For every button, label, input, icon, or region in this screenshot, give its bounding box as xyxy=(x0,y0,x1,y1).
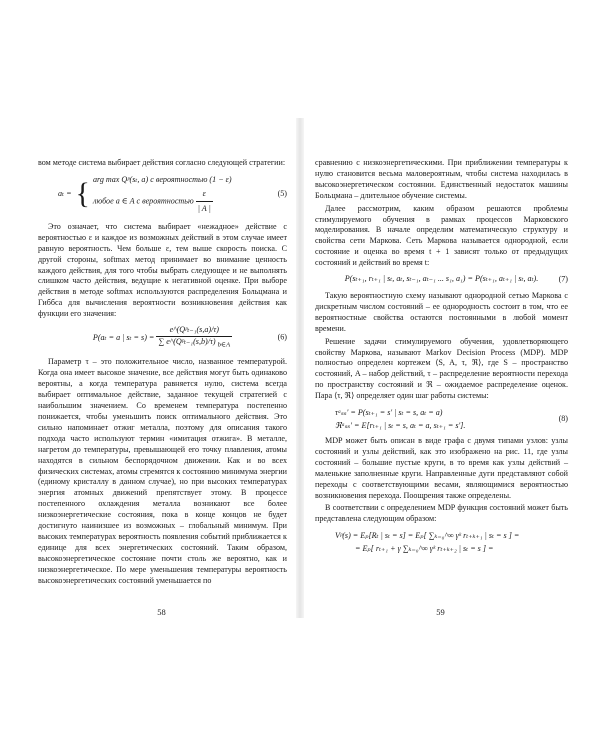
formula-9 xyxy=(335,529,568,555)
paragraph: MDP может быть описан в виде графа с двумя типами узлов: узлы состояний и узлы действий, как это изображено на рис. 11, где узлы состояний – большие пустые круги, в то время как узлы действий – маленькие заполненные круги. Направленные дуги представляют собой переходы с соответствующими весами, являющимися вероятностью возникновения перехода. Поощрения также определены. xyxy=(315,436,568,500)
formula-lhs: P(aₜ = a | sₜ = s) = xyxy=(92,333,155,343)
equation-number: (6) xyxy=(277,332,287,342)
formula-case-1: arg max Qᵖ(sₜ, a) с вероятностью (1 − ε) xyxy=(92,174,232,184)
page-right xyxy=(307,118,582,618)
page-number: 59 xyxy=(436,607,445,618)
page-left xyxy=(18,118,293,618)
paragraph: вом методе система выбирает действия согласно следующей стратегии: xyxy=(38,158,286,167)
fraction-numerator: ε xyxy=(196,187,213,202)
brace-glyph: { xyxy=(75,177,90,211)
formula-case-2-text: любое a ∈ A с вероятностью xyxy=(92,196,194,206)
formula-text: P(sₜ₊₁, rₜ₊₁ | sₜ, aₜ, sₜ₋₁, aₜ₋₁ ... s₁, a₁) = P(sₜ₊₁, aₜ₊₁ | sₜ, aₜ). xyxy=(344,274,539,284)
equation-number: (8) xyxy=(558,414,568,424)
paragraph: Решение задачи стимулируемого обучения, удовлетворяющего свойству Маркова, называют Markov Decision Process (MDP). MDP полностью определен кортежем ⟨S, A, τ, ℜ⟩, где S – пространство состояний, A – набор действий, τ – распределение вероятности перехода по пространству состояний и ℜ – ожидаемое распределение оценок. Пара ⟨τ, ℜ⟩ определяет один шаг работы системы: xyxy=(315,336,568,401)
formula-lhs: aₜ = xyxy=(58,188,72,198)
fraction-denominator xyxy=(156,337,232,352)
sum-subscript: b∈A xyxy=(217,341,231,349)
fraction-numerator: e^(Qᵖₜ₋₁(s,a)/τ) xyxy=(156,325,232,337)
paragraph: сравнению с низкоэнергетическими. При приближении температуры к нулю становится весьма маловероятным, чтобы система находилась в высокоэнергетическом состоянии. Единственный недостаток машины Больцмана – длительное обучение системы. xyxy=(315,158,568,200)
sum-expression: ∑ e^(Qᵖₜ₋₁(s,b)/τ) xyxy=(158,336,216,346)
formula-7 xyxy=(315,274,568,285)
paragraph: Далее рассмотрим, каким образом решаются проблемы стимулируемого обучения в рамках процессов Марковского моделирования. В начале определим математическую структуру и свойства сети Маркова. Сеть Маркова называется однородной, если состояние и оценка во время t + 1 зависят только от предыдущих состояний и действий во время t: xyxy=(315,203,568,268)
formula-fraction xyxy=(196,187,213,216)
paragraph: Это означает, что система выбирает «нежадное» действие с вероятностью ε и каждое из возможных действий в этом случае имеет равную вероятность. Чем больше ε, тем выше скорость поиска. С другой стороны, softmax метод принимает во внимание ценность каждого действия, для того чтобы выбрать следующее и не выполнять слишком часто действия, ведущие к негативной оценке. При выборе действия в методе softmax используются распределения Больцмана и Гиббса для вычисления вероятности возникновения действия как функции его значения: xyxy=(38,221,287,319)
page-number: 58 xyxy=(157,607,166,618)
paragraph: Такую вероятностную схему называют однородной сетью Маркова с дискретным числом состояний – ее однородность состоит в том, что ее вероятностные свойства остаются постоянными в любой момент времени. xyxy=(315,290,568,333)
paragraph: Параметр τ – это положительное число, названное температурой. Когда она имеет высокое значение, все действия могут быть одинаково вероятны, а когда температура равняется нулю, система всегда выбирает оптимальное действие, заданное текущей стратегией с наибольшим значением. Со временем температура постепенно понижается, чтобы уменьшить поиск оптимального действия. Это сильно напоминает отжиг металла, поэтому для описания такого подхода часто используют термин «имитация отжига». В металле, нагретом до температуры, превышающей его точку плавления, атомы находятся в сильном беспорядочном движении. Как и во всех физических системах, атомы стремятся к состоянию минимума энергии (единому кристаллу в данном случае), но при высоких температурах энергия атомных движений препятствует этому. В процессе постепенного охлаждения металла возникают все более низкоэнергетические состояния, пока в конце концов не будет достигнуто наинизшее из возможных – глобальный минимум. При высоких температурах вероятность появления событий приближается к единице для всех энергетических состояний. Таким образом, высокоэнергетическое состояние почти столь же вероятно, как и низкоэнергетическое. По мере уменьшения температуры вероятность высокоэнергетических состояний уменьшается по xyxy=(38,357,287,585)
formula-fraction xyxy=(156,325,232,351)
paragraph: В соответствии с определением MDP функция состояний может быть представлена следующим образом: xyxy=(315,503,568,524)
formula-5 xyxy=(58,173,287,216)
formula-line: τᵃₛₛ' = P(sₜ₊₁ = s' | sₜ = s, aₜ = a) xyxy=(335,408,443,418)
formula-8 xyxy=(335,406,568,432)
formula-case-2 xyxy=(93,187,232,216)
formula-line: ℜᵃₛₛ' = E[rₜ₊₁ | sₜ = s, aₜ = a, sₜ₊₁ = s']. xyxy=(335,421,466,431)
formula-line: Vᵖ(s) = Eₚ[Rₜ | sₜ = s] = Eₚ[ ∑ₖ₌₀^∞ γᵏ rₜ₊ₖ₊₁ | sₜ = s ] = xyxy=(335,531,520,541)
formula-6 xyxy=(38,325,287,351)
equation-number: (7) xyxy=(558,274,568,284)
fraction-denominator: | A | xyxy=(197,203,211,213)
formula-line: = Eₚ[ rₜ₊₁ + γ ∑ₖ₌₀^∞ γᵏ rₜ₊ₖ₊₂ | sₜ = s ] = xyxy=(355,544,494,554)
book-spread xyxy=(18,118,582,618)
formula-cases xyxy=(93,173,232,216)
equation-number: (5) xyxy=(277,188,287,198)
